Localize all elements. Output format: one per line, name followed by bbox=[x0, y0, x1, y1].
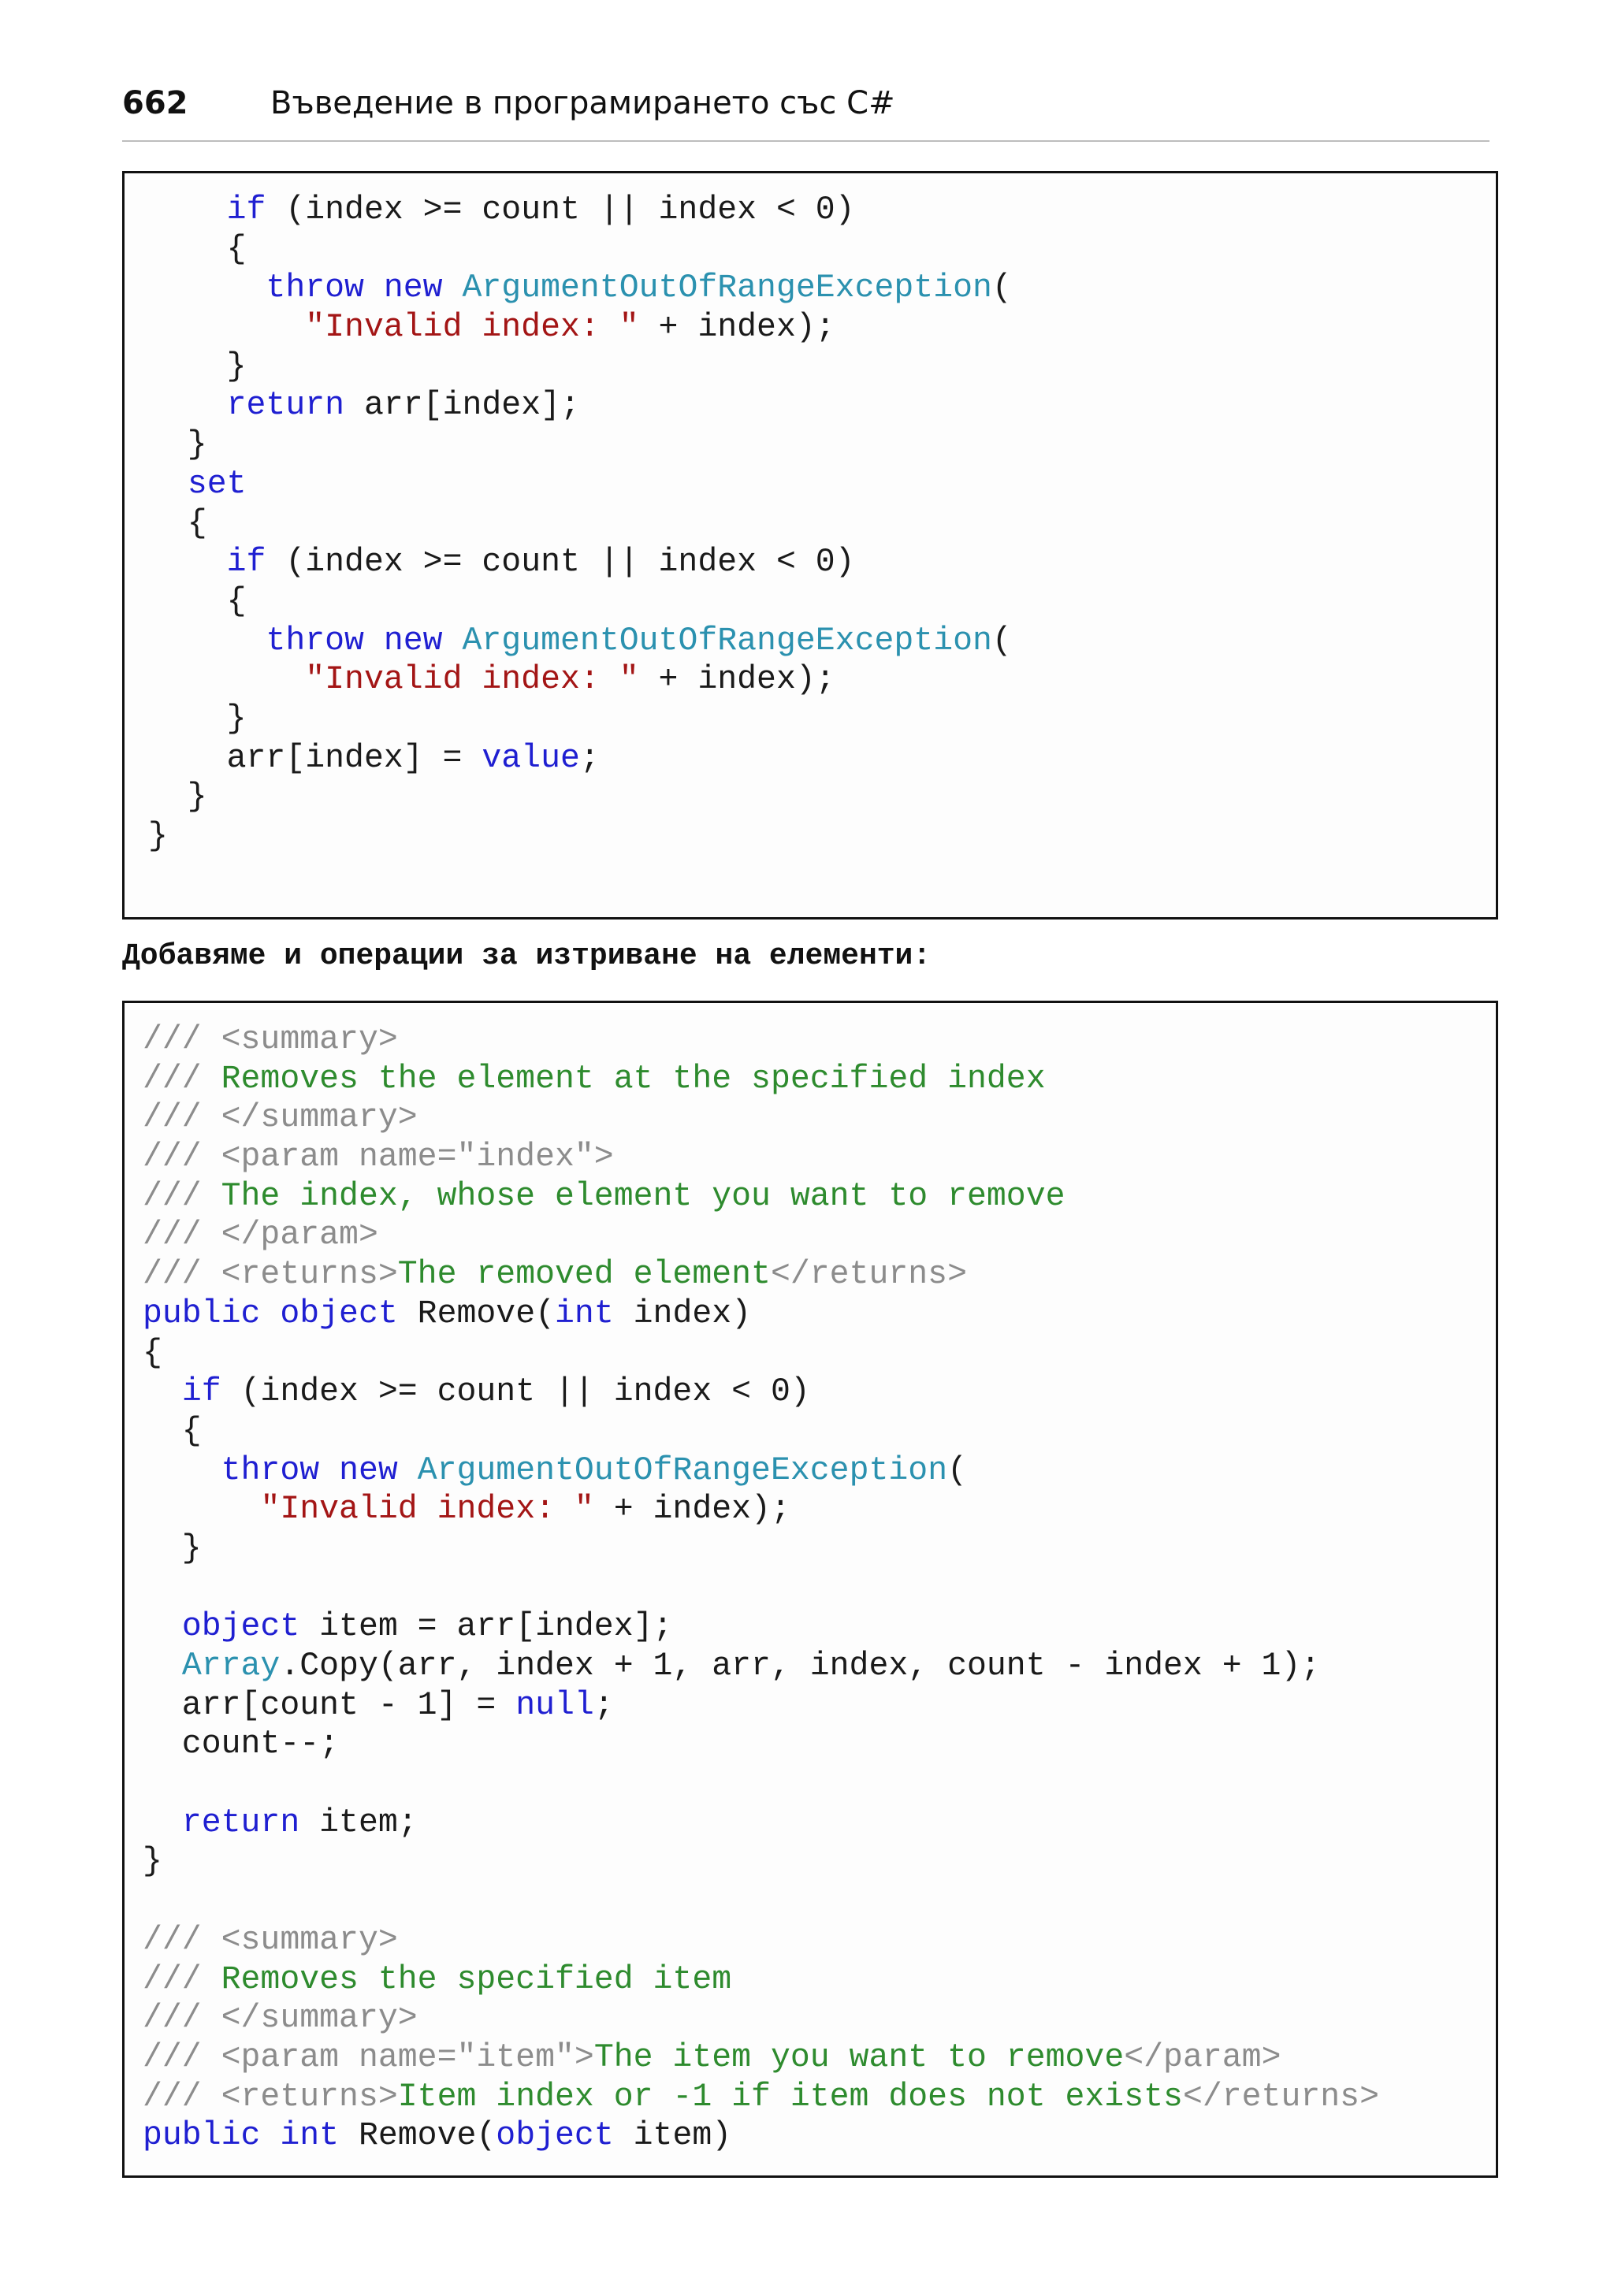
code-line bbox=[125, 582, 1496, 622]
code-token-plain: ; bbox=[593, 1686, 614, 1724]
code-token-plain: { bbox=[148, 582, 247, 620]
code-token-keyword: throw bbox=[221, 1451, 320, 1489]
code-line bbox=[125, 1686, 1496, 1726]
code-token-plain bbox=[148, 622, 266, 659]
code-block-indexer bbox=[122, 171, 1498, 920]
code-line bbox=[125, 347, 1496, 387]
code-token-keyword: object bbox=[181, 1608, 300, 1646]
code-token-plain: } bbox=[148, 700, 247, 737]
code-token-plain: } bbox=[148, 347, 247, 385]
code-token-plain: } bbox=[148, 778, 207, 816]
code-token-doc-tag: <returns> bbox=[221, 2078, 398, 2116]
code-token-keyword: throw bbox=[266, 269, 364, 307]
code-token-plain bbox=[143, 1373, 182, 1410]
code-token-plain: { bbox=[143, 1412, 202, 1450]
code-token-keyword: throw bbox=[266, 622, 364, 659]
code-token-keyword: public bbox=[143, 1295, 261, 1332]
code-token-plain: { bbox=[148, 230, 247, 268]
code-token-type: ArgumentOutOfRangeException bbox=[462, 269, 992, 307]
code-token-plain: arr[count - 1] = bbox=[143, 1686, 516, 1724]
code-token-doc-tag: /// bbox=[143, 1021, 221, 1058]
code-token-keyword: if bbox=[226, 191, 266, 228]
code-token-plain bbox=[443, 622, 463, 659]
code-token-plain bbox=[364, 622, 384, 659]
code-token-plain: + index); bbox=[638, 309, 835, 347]
code-token-keyword: return bbox=[181, 1804, 300, 1841]
code-token-comment: The item you want to remove bbox=[593, 2038, 1125, 2076]
code-line bbox=[125, 778, 1496, 817]
code-token-plain bbox=[443, 269, 463, 307]
code-token-plain: } bbox=[143, 1843, 162, 1881]
code-line bbox=[125, 1960, 1496, 2000]
code-token-keyword: public bbox=[143, 2117, 261, 2155]
code-token-plain: + index); bbox=[638, 661, 835, 699]
code-token-plain: + index); bbox=[593, 1491, 790, 1529]
code-token-doc-tag: <summary> bbox=[221, 1921, 398, 1959]
code-token-plain: } bbox=[148, 426, 207, 464]
code-token-plain: ( bbox=[991, 622, 1012, 659]
code-token-doc-tag: /// bbox=[143, 1256, 221, 1294]
code-line bbox=[125, 660, 1496, 700]
code-token-string: "Invalid index: " bbox=[305, 661, 639, 699]
code-token-doc-tag: /// bbox=[143, 1099, 221, 1137]
code-token-doc-tag: /// bbox=[143, 1177, 221, 1215]
code-token-plain: (index >= count || index < 0) bbox=[266, 191, 855, 228]
code-line bbox=[125, 1999, 1496, 2038]
code-token-plain: arr[index] = bbox=[148, 739, 482, 777]
code-token-comment: The removed element bbox=[397, 1256, 771, 1294]
code-token-keyword: value bbox=[482, 739, 580, 777]
code-line bbox=[125, 1373, 1496, 1412]
code-line bbox=[125, 1412, 1496, 1451]
code-token-plain: { bbox=[148, 504, 207, 542]
code-token-plain bbox=[148, 466, 188, 503]
code-line bbox=[125, 1725, 1496, 1764]
code-line bbox=[125, 1138, 1496, 1177]
code-token-keyword: new bbox=[339, 1451, 398, 1489]
code-line bbox=[125, 1020, 1496, 1060]
code-token-plain: item) bbox=[613, 2117, 732, 2155]
code-line bbox=[125, 1098, 1496, 1138]
code-token-plain: Remove( bbox=[339, 2117, 496, 2155]
code-line bbox=[125, 386, 1496, 425]
code-token-plain: item; bbox=[299, 1804, 418, 1841]
code-line bbox=[125, 269, 1496, 308]
code-line bbox=[125, 1569, 1496, 1608]
code-line bbox=[125, 2038, 1496, 2078]
code-token-plain: ( bbox=[991, 269, 1012, 307]
code-token-plain: arr[index]; bbox=[344, 387, 580, 425]
code-token-doc-tag: /// bbox=[143, 1060, 221, 1098]
code-token-keyword: object bbox=[280, 1295, 398, 1332]
code-token-plain bbox=[148, 309, 305, 346]
code-line bbox=[125, 2116, 1496, 2156]
code-token-type: ArgumentOutOfRangeException bbox=[417, 1451, 948, 1489]
code-token-plain: item = arr[index]; bbox=[299, 1608, 673, 1646]
code-token-doc-tag: /// bbox=[143, 1960, 221, 1998]
code-token-plain bbox=[148, 269, 266, 307]
code-line bbox=[125, 700, 1496, 739]
code-token-plain: count--; bbox=[143, 1726, 340, 1763]
code-line bbox=[125, 739, 1496, 778]
code-token-plain: { bbox=[143, 1334, 162, 1372]
code-token-keyword: int bbox=[280, 2117, 340, 2155]
book-title: Въведение в програмирането със C# bbox=[270, 85, 895, 121]
code-token-plain bbox=[148, 191, 227, 228]
code-line bbox=[125, 622, 1496, 661]
code-token-doc-tag: </returns> bbox=[770, 1256, 967, 1294]
code-line bbox=[125, 1451, 1496, 1491]
code-line bbox=[125, 1255, 1496, 1295]
code-token-keyword: if bbox=[226, 544, 266, 581]
code-token-plain bbox=[143, 1648, 182, 1685]
code-token-doc-tag: <param name="index"> bbox=[221, 1139, 614, 1176]
code-token-string: "Invalid index: " bbox=[260, 1491, 594, 1529]
code-token-keyword: object bbox=[496, 2117, 614, 2155]
code-line bbox=[125, 1529, 1496, 1569]
code-token-plain bbox=[319, 1452, 339, 1489]
code-token-type: ArgumentOutOfRangeException bbox=[462, 622, 992, 659]
code-token-doc-tag: /// bbox=[143, 1217, 221, 1254]
code-line bbox=[125, 504, 1496, 544]
code-token-doc-tag: <returns> bbox=[221, 1256, 398, 1294]
code-token-type: Array bbox=[181, 1648, 281, 1685]
code-line bbox=[125, 465, 1496, 504]
code-token-doc-tag: </param> bbox=[1124, 2038, 1281, 2076]
code-token-plain: .Copy(arr, index + 1, arr, index, count - index + 1); bbox=[280, 1648, 1321, 1685]
code-token-comment: Removes the specified item bbox=[221, 1960, 732, 1998]
code-line bbox=[125, 308, 1496, 347]
code-token-comment: The index, whose element you want to remove bbox=[221, 1177, 1065, 1215]
code-line bbox=[125, 1647, 1496, 1686]
code-token-doc-tag: <param name="item"> bbox=[221, 2038, 594, 2076]
code-token-plain bbox=[143, 1804, 182, 1841]
code-line bbox=[125, 1921, 1496, 1960]
code-line bbox=[125, 191, 1496, 230]
code-line bbox=[125, 1060, 1496, 1099]
code-token-keyword: new bbox=[383, 269, 443, 307]
code-line bbox=[125, 817, 1496, 856]
code-token-plain bbox=[148, 661, 305, 698]
code-line bbox=[125, 1295, 1496, 1334]
code-token-plain bbox=[398, 1452, 418, 1489]
code-token-keyword: if bbox=[181, 1373, 221, 1411]
code-token-plain bbox=[148, 544, 227, 581]
code-line bbox=[125, 1842, 1496, 1882]
code-token-plain bbox=[260, 2117, 280, 2154]
code-line bbox=[125, 1177, 1496, 1217]
code-token-doc-tag: /// bbox=[143, 2038, 221, 2076]
code-token-plain bbox=[260, 1295, 280, 1332]
code-block-remove-methods bbox=[122, 1001, 1498, 2178]
code-token-doc-tag: /// bbox=[143, 1921, 221, 1959]
code-line bbox=[125, 1882, 1496, 1921]
code-token-plain bbox=[364, 269, 384, 307]
code-line bbox=[125, 2078, 1496, 2117]
code-line bbox=[125, 230, 1496, 269]
code-token-doc-tag: </returns> bbox=[1182, 2078, 1379, 2116]
code-token-doc-tag: <summary> bbox=[221, 1021, 398, 1058]
code-line bbox=[125, 1804, 1496, 1843]
code-token-doc-tag: /// bbox=[143, 2000, 221, 2038]
code-token-keyword: int bbox=[555, 1295, 614, 1332]
code-token-keyword: null bbox=[515, 1686, 594, 1724]
code-line bbox=[125, 1216, 1496, 1255]
code-token-plain: ( bbox=[947, 1451, 968, 1489]
code-token-comment: Removes the element at the specified index bbox=[221, 1060, 1046, 1098]
code-line bbox=[125, 543, 1496, 582]
code-token-plain: } bbox=[143, 1529, 202, 1567]
code-token-plain: index) bbox=[613, 1295, 752, 1332]
code-line bbox=[125, 1490, 1496, 1529]
code-token-string: "Invalid index: " bbox=[305, 309, 639, 347]
code-token-plain: (index >= count || index < 0) bbox=[266, 544, 855, 581]
code-token-keyword: return bbox=[226, 387, 345, 425]
code-token-doc-tag: /// bbox=[143, 2078, 221, 2116]
code-token-plain: ; bbox=[579, 739, 600, 777]
code-token-doc-tag: </param> bbox=[221, 1217, 378, 1254]
code-line bbox=[125, 1607, 1496, 1647]
code-token-keyword: new bbox=[383, 622, 443, 659]
code-line bbox=[125, 1764, 1496, 1804]
code-token-plain: } bbox=[148, 818, 168, 855]
section-text: Добавяме и операции за изтриване на елементи: bbox=[122, 939, 932, 973]
code-token-doc-tag: /// bbox=[143, 1139, 221, 1176]
code-token-plain bbox=[143, 1452, 221, 1489]
code-token-keyword: set bbox=[187, 465, 247, 503]
code-token-comment: Item index or -1 if item does not exists bbox=[397, 2078, 1183, 2116]
code-line bbox=[125, 425, 1496, 465]
code-token-plain: Remove( bbox=[397, 1295, 556, 1332]
page-number: 662 bbox=[122, 85, 188, 121]
code-token-doc-tag: </summary> bbox=[221, 1099, 418, 1137]
code-token-plain bbox=[148, 387, 227, 424]
code-token-plain: (index >= count || index < 0) bbox=[221, 1373, 810, 1411]
code-token-plain bbox=[143, 1491, 260, 1528]
code-token-doc-tag: </summary> bbox=[221, 2000, 418, 2038]
code-token-plain bbox=[143, 1608, 182, 1645]
page-header bbox=[122, 79, 1489, 142]
code-line bbox=[125, 1334, 1496, 1373]
